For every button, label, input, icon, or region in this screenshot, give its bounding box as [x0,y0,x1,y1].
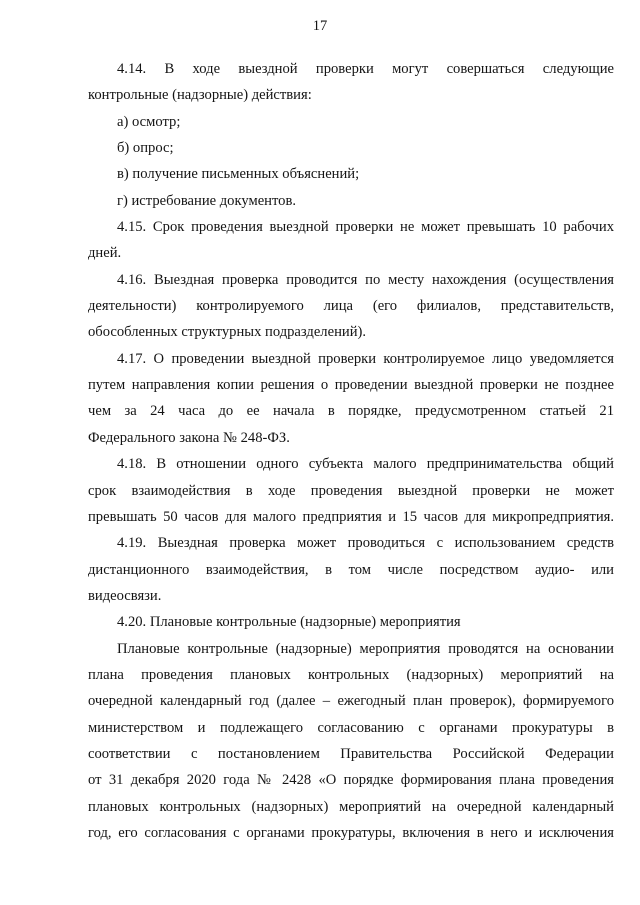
text-line: дистанционного взаимодействия, в том числе посредством аудио- или [88,561,614,578]
text-line: обособленных структурных подразделений). [88,324,367,341]
text-line: путем направления копии решения о проведении выездной проверки не позднее [88,377,614,394]
text-line: чем за 24 часа до ее начала в порядке, предусмотренном статьей 21 [88,403,614,420]
text-line: 4.14. В ходе выездной проверки могут совершаться следующие [117,61,614,77]
text-line: 4.17. О проведении выездной проверки контролируемое лицо уведомляется [117,350,614,367]
text-line: превышать 50 часов для малого предприятия и 15 часов для микропредприятия. [88,508,614,525]
text-line: от 31 декабря 2020 года № 2428 «О порядке формирования плана проведения [88,772,614,789]
text-line: год, его согласования с органами прокуратуры, включения в него и исключения [88,824,614,841]
text-line: дней. [88,245,122,262]
text-line: соответствии с постановлением Правительства Российской Федерации [88,745,614,762]
document-body [88,56,614,846]
text-line: видеосвязи. [88,587,162,604]
text-line: плана проведения плановых контрольных (надзорных) мероприятий на [88,666,614,683]
text-line: Плановые контрольные (надзорные) мероприятия проводятся на основании [117,640,614,657]
text-line: 4.18. В отношении одного субъекта малого предпринимательства общий [117,456,614,473]
text-line: 4.19. Выездная проверка может проводиться с использованием средств [117,535,614,552]
text-line: очередной календарный год (далее – ежегодный план проверок), формируемого [88,693,614,710]
text-line: 4.20. Плановые контрольные (надзорные) мероприятия [117,614,461,631]
text-line: Федерального закона № 248-ФЗ. [88,429,290,446]
text-line: 4.16. Выездная проверка проводится по месту нахождения (осуществления [117,271,614,288]
text-line: срок взаимодействия в ходе проведения выездной проверки не может [88,482,614,499]
text-line: б) опрос; [117,140,174,157]
text-line: 4.15. Срок проведения выездной проверки не может превышать 10 рабочих [117,219,614,236]
text-line: г) истребование документов. [117,192,297,209]
text-line: в) получение письменных объяснений; [117,166,360,183]
text-line: деятельности) контролируемого лица (его филиалов, представительств, [88,298,614,315]
text-line: плановых контрольных (надзорных) мероприятий на очередной календарный [88,798,614,815]
text-line: а) осмотр; [117,113,181,130]
page-number: 17 [312,18,328,34]
text-line: министерством и подлежащего согласованию с органами прокуратуры в [88,719,614,736]
text-line: контрольные (надзорные) действия: [88,87,312,104]
